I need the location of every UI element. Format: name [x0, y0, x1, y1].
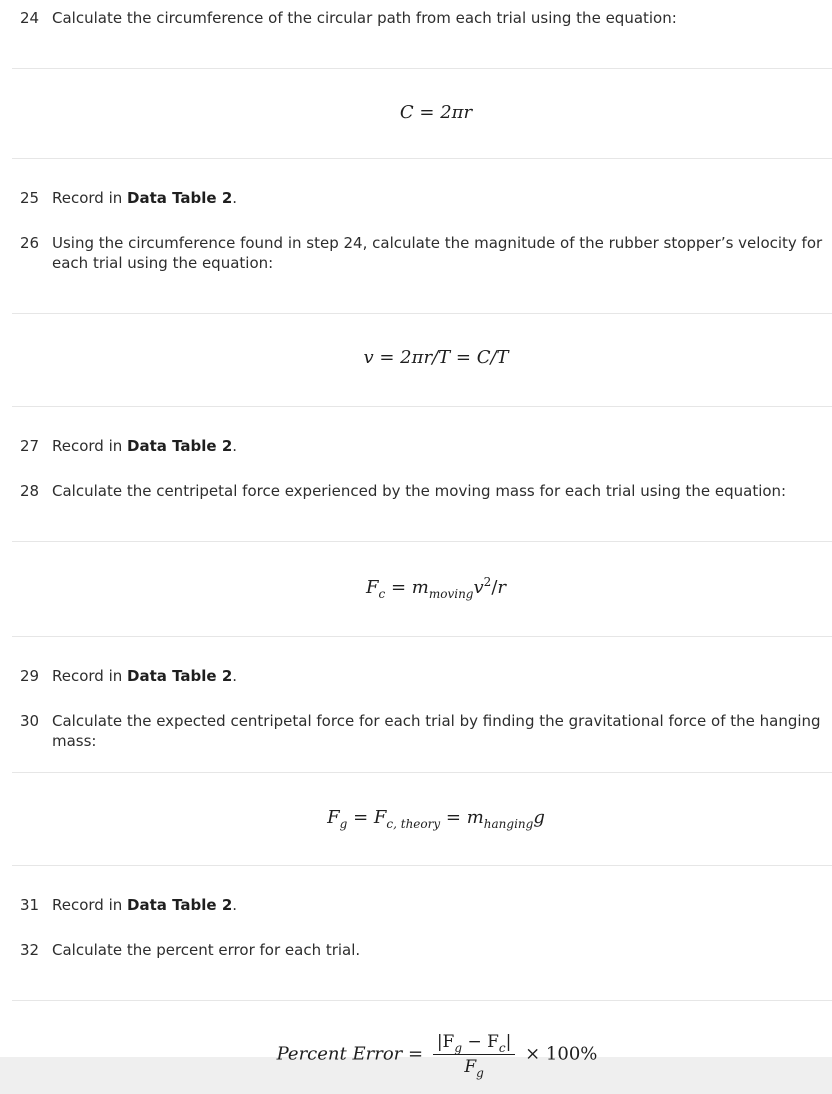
eq-symbol: m	[466, 807, 484, 828]
eq-symbol: C	[476, 347, 491, 368]
step-text	[52, 666, 824, 686]
divider	[12, 68, 832, 69]
eq-subscript: g	[454, 1041, 463, 1055]
step-30	[20, 711, 824, 751]
step-number: 30	[20, 712, 40, 730]
eq-symbol: m	[411, 577, 429, 598]
fraction-denominator	[433, 1055, 516, 1080]
eq-subscript: g	[476, 1066, 484, 1080]
eq-times-100: × 100%	[525, 1043, 598, 1065]
step-32	[20, 940, 824, 960]
step-text-suffix: .	[232, 667, 238, 685]
eq-symbol: v	[363, 347, 374, 368]
step-29	[20, 666, 824, 686]
eq-operator: /	[491, 577, 498, 598]
step-text-prefix: Record in	[52, 437, 128, 455]
eq-symbol: F	[327, 807, 340, 828]
equation-velocity	[0, 347, 832, 368]
eq-subscript: c	[378, 587, 386, 601]
eq-symbol: F	[373, 807, 387, 828]
step-text: Calculate the expected centripetal force for each trial by finding the gravitational force of the hanging mass:	[52, 712, 821, 750]
step-text: Calculate the percent error for each trial.	[52, 941, 361, 959]
step-number: 24	[20, 9, 40, 27]
step-number: 26	[20, 234, 40, 252]
divider	[12, 158, 832, 159]
step-31	[20, 895, 824, 915]
divider	[12, 1000, 832, 1001]
eq-term: 2πr	[400, 347, 433, 368]
eq-label: Percent Error	[276, 1043, 403, 1065]
abs-close: |	[505, 1032, 512, 1052]
divider	[12, 313, 832, 314]
step-number: 25	[20, 189, 40, 207]
eq-subscript: moving	[428, 587, 474, 601]
divider	[12, 406, 832, 407]
data-table-ref: Data Table 2	[127, 189, 233, 207]
step-text	[52, 436, 824, 456]
fraction-numerator	[433, 1032, 516, 1055]
eq-operator: =	[379, 347, 395, 368]
data-table-ref: Data Table 2	[127, 667, 233, 685]
abs-open: |F	[436, 1032, 455, 1052]
step-number: 27	[20, 437, 40, 455]
step-number: 28	[20, 482, 40, 500]
step-24	[20, 8, 824, 28]
eq-symbol: F	[365, 577, 379, 598]
step-text	[52, 895, 824, 915]
eq-operator: =	[408, 1043, 424, 1065]
eq-operator: =	[445, 807, 461, 828]
step-number: 31	[20, 896, 40, 914]
eq-operator: =	[419, 102, 435, 123]
eq-subscript: hanging	[483, 817, 534, 831]
eq-term: /T	[432, 347, 451, 368]
equation-circumference	[0, 102, 832, 123]
step-text: Calculate the circumference of the circular path from each trial using the equation:	[52, 9, 677, 27]
step-text-prefix: Record in	[52, 667, 128, 685]
step-25	[20, 188, 824, 208]
eq-symbol: F	[464, 1057, 477, 1077]
eq-symbol: C	[399, 102, 414, 123]
eq-operator: =	[353, 807, 369, 828]
eq-subscript: g	[339, 817, 348, 831]
equation-percent-error	[0, 1032, 832, 1080]
step-text-suffix: .	[232, 437, 238, 455]
step-27	[20, 436, 824, 456]
eq-operator: =	[390, 577, 407, 598]
divider	[12, 865, 832, 866]
step-text-suffix: .	[232, 896, 238, 914]
eq-term: /T	[490, 347, 509, 368]
eq-symbol: v	[473, 577, 484, 598]
step-number: 29	[20, 667, 40, 685]
eq-subscript: c, theory	[386, 817, 441, 831]
step-26	[20, 233, 824, 273]
eq-symbol: r	[497, 577, 506, 598]
step-text: Calculate the centripetal force experienced by the moving mass for each trial using the equation:	[52, 482, 787, 500]
minus-term: − F	[462, 1032, 499, 1052]
step-text-suffix: .	[232, 189, 238, 207]
step-text	[52, 188, 824, 208]
data-table-ref: Data Table 2	[127, 896, 233, 914]
eq-superscript: 2	[483, 575, 492, 589]
step-text: Using the circumference found in step 24, calculate the magnitude of the rubber stopper’s velocity for each trial using the equation:	[52, 234, 823, 272]
step-text-prefix: Record in	[52, 896, 128, 914]
eq-term: 2πr	[440, 102, 473, 123]
equation-gravitational	[0, 807, 832, 831]
equation-centripetal	[0, 575, 832, 601]
eq-symbol: g	[533, 807, 545, 828]
step-text-prefix: Record in	[52, 189, 128, 207]
divider	[12, 541, 832, 542]
step-28	[20, 481, 824, 501]
step-number: 32	[20, 941, 40, 959]
divider	[12, 772, 832, 773]
fraction	[433, 1032, 516, 1080]
eq-operator: =	[455, 347, 471, 368]
divider	[12, 636, 832, 637]
data-table-ref: Data Table 2	[127, 437, 233, 455]
eq-subscript: c	[498, 1041, 506, 1055]
